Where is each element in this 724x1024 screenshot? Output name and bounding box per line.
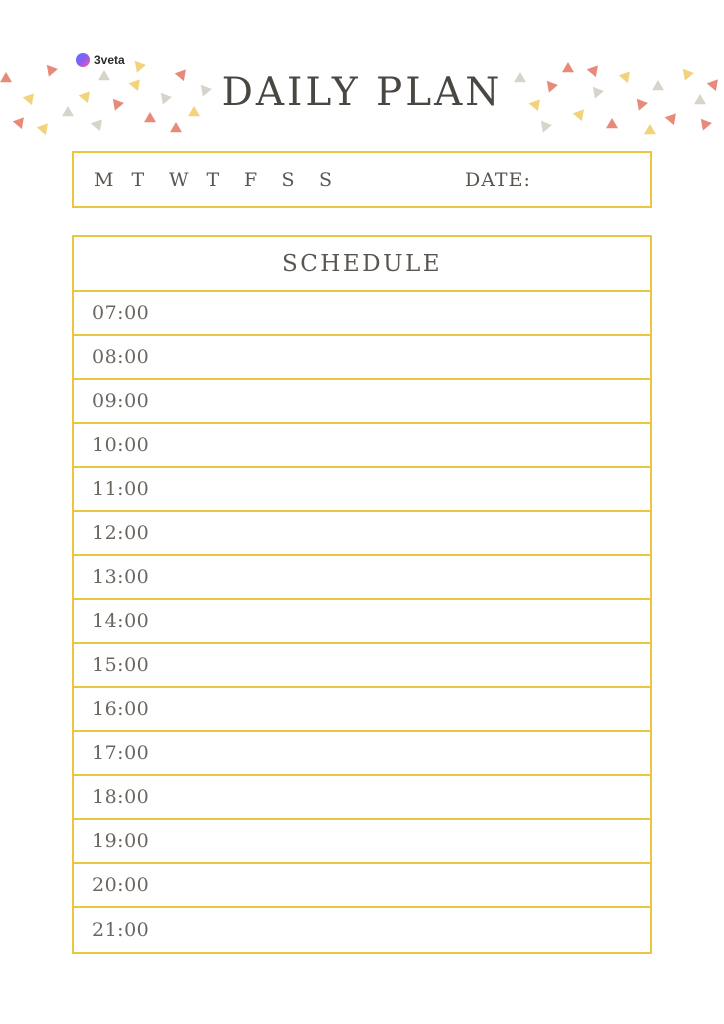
confetti-triangle-icon (665, 113, 676, 125)
schedule-time-label: 17:00 (92, 742, 150, 764)
schedule-table (72, 235, 652, 954)
schedule-rows (74, 292, 650, 952)
confetti-triangle-icon (701, 119, 712, 131)
weekday-2[interactable]: W (169, 169, 189, 191)
confetti-triangle-icon (37, 123, 48, 135)
schedule-time-label: 09:00 (92, 390, 150, 412)
schedule-time-label: 11:00 (92, 478, 150, 500)
schedule-row[interactable] (74, 820, 650, 864)
schedule-row[interactable] (74, 776, 650, 820)
confetti-triangle-icon (606, 118, 618, 128)
schedule-row[interactable] (74, 424, 650, 468)
schedule-row[interactable] (74, 688, 650, 732)
page-title: DAILY PLAN (221, 70, 503, 115)
schedule-row[interactable] (74, 380, 650, 424)
weekday-4[interactable]: F (244, 169, 258, 191)
confetti-triangle-icon (13, 117, 24, 129)
weekday-0[interactable]: M (94, 169, 114, 191)
confetti-triangle-icon (644, 124, 656, 134)
weekday-1[interactable]: T (131, 169, 145, 191)
weekday-3[interactable]: T (206, 169, 220, 191)
schedule-time-label: 14:00 (92, 610, 150, 632)
weekday-5[interactable]: S (281, 169, 295, 191)
weekday-6[interactable]: S (319, 169, 333, 191)
schedule-time-label: 18:00 (92, 786, 150, 808)
confetti-triangle-icon (541, 121, 552, 133)
schedule-header: SCHEDULE (74, 237, 650, 292)
schedule-row[interactable] (74, 864, 650, 908)
schedule-time-label: 13:00 (92, 566, 150, 588)
schedule-time-label: 20:00 (92, 874, 150, 896)
schedule-row[interactable] (74, 732, 650, 776)
schedule-time-label: 16:00 (92, 698, 150, 720)
schedule-time-label: 12:00 (92, 522, 150, 544)
schedule-time-label: 07:00 (92, 302, 150, 324)
schedule-row[interactable] (74, 556, 650, 600)
schedule-row[interactable] (74, 644, 650, 688)
schedule-time-label: 21:00 (92, 919, 150, 941)
day-selector-box (72, 151, 652, 208)
schedule-row[interactable] (74, 908, 650, 952)
schedule-row[interactable] (74, 292, 650, 336)
schedule-row[interactable] (74, 512, 650, 556)
confetti-triangle-icon (170, 122, 182, 132)
schedule-time-label: 15:00 (92, 654, 150, 676)
schedule-row[interactable] (74, 468, 650, 512)
confetti-triangle-icon (91, 119, 102, 131)
brand-logo (76, 53, 125, 67)
brand-logo-icon (76, 53, 90, 67)
schedule-time-label: 10:00 (92, 434, 150, 456)
schedule-row[interactable] (74, 600, 650, 644)
schedule-row[interactable] (74, 336, 650, 380)
schedule-time-label: 08:00 (92, 346, 150, 368)
weekday-list (94, 169, 357, 191)
brand-logo-text: 3veta (94, 53, 125, 67)
schedule-time-label: 19:00 (92, 830, 150, 852)
date-label: DATE: (465, 169, 531, 191)
